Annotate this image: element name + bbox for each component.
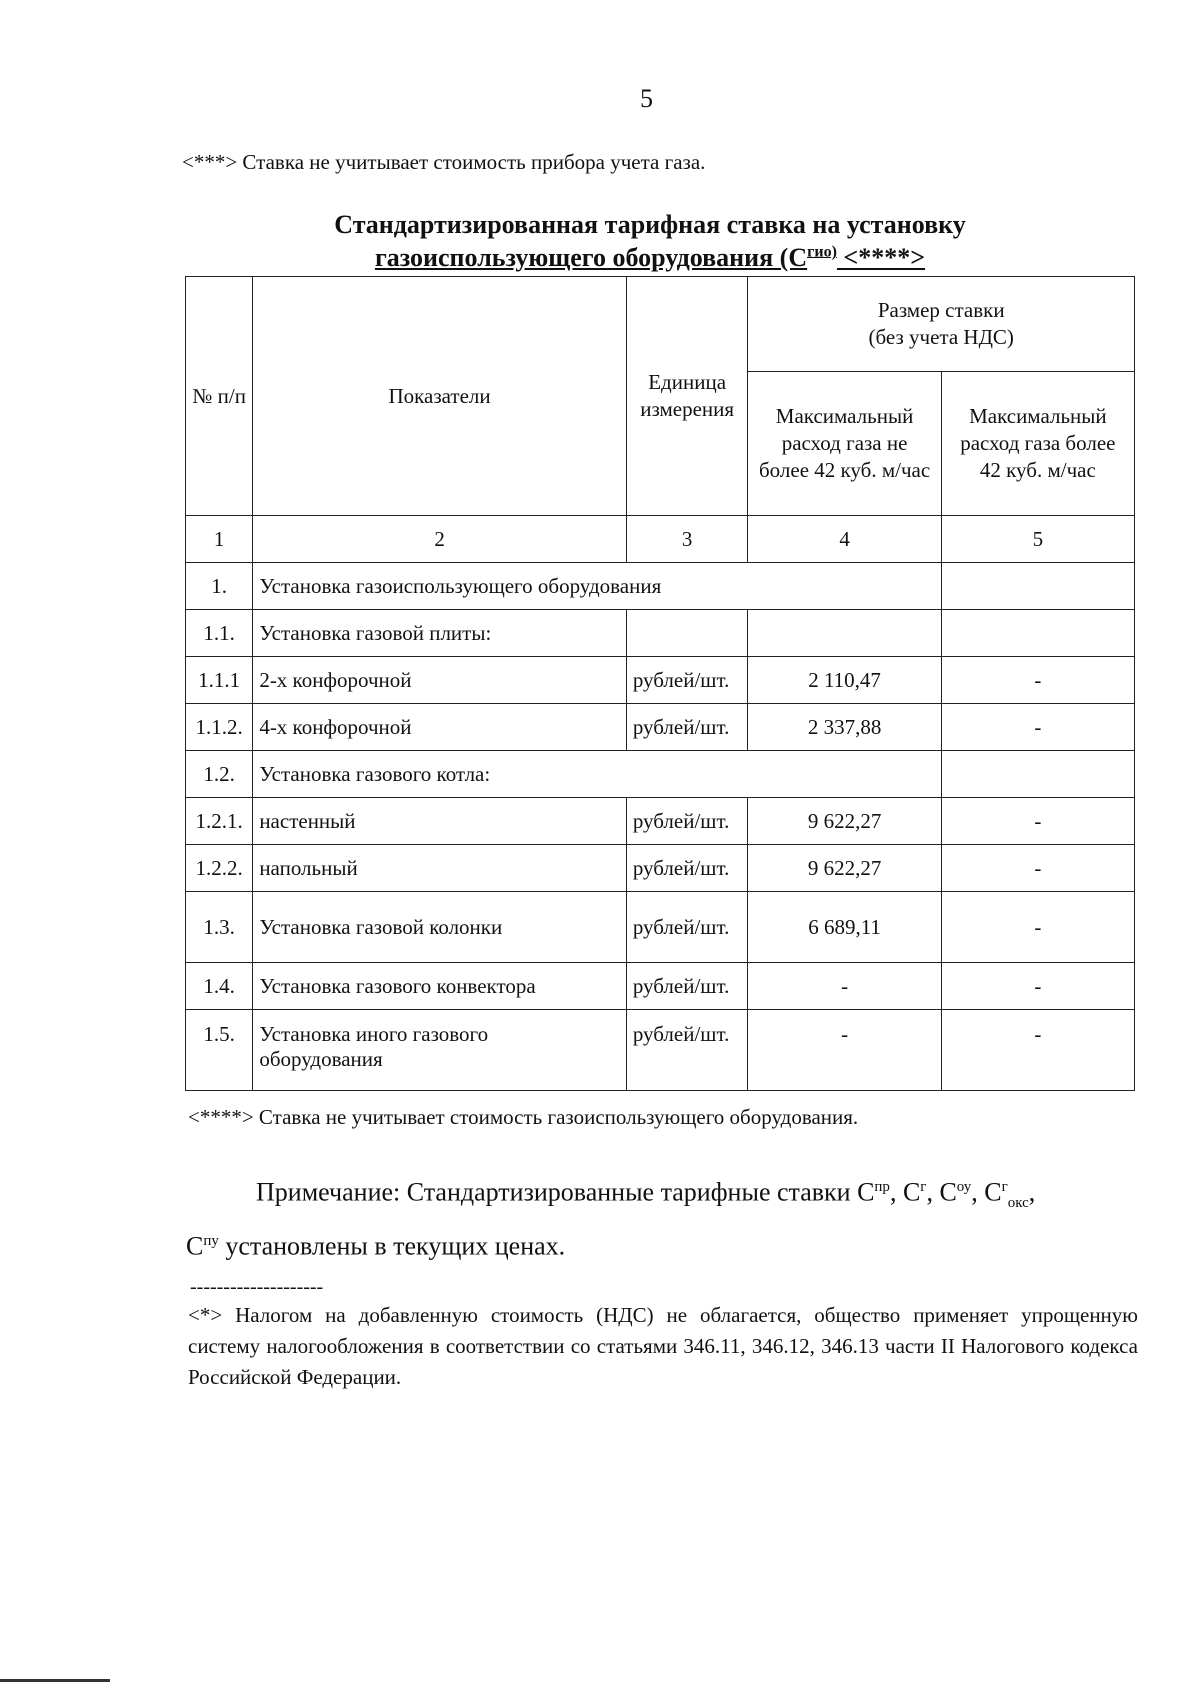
rate-symbol: С <box>186 1231 204 1261</box>
row-v5: - <box>941 657 1134 704</box>
index-cell: 4 <box>748 516 941 563</box>
row-v5: - <box>941 1010 1134 1091</box>
row-unit: рублей/шт. <box>626 892 748 963</box>
remark-suffix: установлены в текущих ценах. <box>218 1231 566 1261</box>
header-rate-group-line2: (без учета НДС) <box>868 325 1014 349</box>
note-equipment-cost: <****> Ставка не учитывает стоимость газоиспользующего оборудования. <box>188 1105 859 1129</box>
index-cell: 5 <box>941 516 1134 563</box>
table-row <box>186 657 1135 704</box>
title-superscript: гио) <box>807 243 837 261</box>
rate-sup-ou: оу <box>956 1179 972 1195</box>
row-unit: рублей/шт. <box>626 963 748 1010</box>
row-name: 2-х конфорочной <box>253 657 627 704</box>
table-row <box>186 563 1135 610</box>
row-v5: - <box>941 845 1134 892</box>
title-line-2-text: газоиспользующего оборудования (С <box>374 243 808 272</box>
row-unit: рублей/шт. <box>626 657 748 704</box>
title-line-2-tail: <****> <box>836 243 926 272</box>
table-row <box>186 610 1135 657</box>
table-row <box>186 845 1135 892</box>
row-unit: рублей/шт. <box>626 845 748 892</box>
row-v5 <box>941 610 1134 657</box>
page-number: 5 <box>640 84 653 113</box>
row-name: Установка иного газового оборудования <box>253 1010 627 1091</box>
header-rate-group <box>748 277 1135 372</box>
row-num: 1.4. <box>186 963 253 1010</box>
header-unit: Единица измерения <box>626 277 748 516</box>
table-row <box>186 751 1135 798</box>
row-name: напольный <box>253 845 627 892</box>
table-row <box>186 963 1135 1010</box>
rate-sup-g: г <box>920 1179 927 1195</box>
row-v5: - <box>941 963 1134 1010</box>
header-rate-group-line1: Размер ставки <box>877 298 1005 322</box>
row-num: 1.2.1. <box>186 798 253 845</box>
footnote-separator: -------------------- <box>190 1276 324 1298</box>
table-header-row-1 <box>186 277 1135 372</box>
note-meter-cost: <***> Ставка не учитывает стоимость прибора учета газа. <box>182 150 706 174</box>
row-v4: 9 622,27 <box>748 845 941 892</box>
table-row <box>186 704 1135 751</box>
tariff-table <box>185 276 1135 1091</box>
table-title <box>250 208 1050 274</box>
row-v5 <box>941 563 1134 610</box>
row-v4 <box>748 610 941 657</box>
row-v4: - <box>748 963 941 1010</box>
row-name: настенный <box>253 798 627 845</box>
title-line-1: Стандартизированная тарифная ставка на установку <box>334 210 966 239</box>
rate-sup-pr: пр <box>874 1179 890 1195</box>
table-row <box>186 892 1135 963</box>
row-v5 <box>941 751 1134 798</box>
index-cell: 1 <box>186 516 253 563</box>
remark-prefix: Примечание: Стандартизированные тарифные ставки <box>256 1177 858 1207</box>
row-name: Установка газовой плиты: <box>253 610 627 657</box>
rate-sup-g2: г <box>1001 1179 1008 1195</box>
rate-sub-oks: окс <box>1007 1194 1029 1211</box>
row-num: 1.2. <box>186 751 253 798</box>
header-col5: Максимальный расход газа более 42 куб. м/час <box>941 372 1134 516</box>
row-v5: - <box>941 892 1134 963</box>
header-col4: Максимальный расход газа не более 42 куб. м/час <box>748 372 941 516</box>
row-name: 4-х конфорочной <box>253 704 627 751</box>
row-num: 1.1.1 <box>186 657 253 704</box>
row-v5: - <box>941 798 1134 845</box>
table-index-row <box>186 516 1135 563</box>
row-v4: - <box>748 1010 941 1091</box>
row-v4: 2 337,88 <box>748 704 941 751</box>
row-name: Установка газового котла: <box>253 751 941 798</box>
row-num: 1.3. <box>186 892 253 963</box>
row-v4: 6 689,11 <box>748 892 941 963</box>
row-num: 1.5. <box>186 1010 253 1091</box>
index-cell: 3 <box>626 516 748 563</box>
header-name: Показатели <box>253 277 627 516</box>
rate-symbol: С <box>902 1177 921 1207</box>
rate-symbol: С <box>984 1177 1002 1207</box>
table-row <box>186 1010 1135 1091</box>
rate-sup-pu: пу <box>203 1232 219 1249</box>
header-num: № п/п <box>186 277 253 516</box>
rate-symbol: С <box>857 1177 875 1207</box>
remark-paragraph: Примечание: Стандартизированные тарифные ставки $С^{пр}$, $С^г$, $С^{оу}$, $С^г_{окс}$, $С^{пу}$ установлены в текущих ценах. <box>186 1177 1036 1261</box>
row-num: 1.2.2. <box>186 845 253 892</box>
scan-edge-mark <box>0 1679 110 1682</box>
index-cell: 2 <box>253 516 627 563</box>
row-num: 1.1.2. <box>186 704 253 751</box>
row-v5: - <box>941 704 1134 751</box>
footnote-vat: <*> Налогом на добавленную стоимость (НДС) не облагается, общество применяет упрощенную систему налогообложения в соответствии со статьями 346.11, 346.12, 346.13 части II Налогового кодекса Российской Федерации. <box>188 1303 1138 1389</box>
row-v4: 9 622,27 <box>748 798 941 845</box>
title-line-2 <box>375 241 925 274</box>
row-unit: рублей/шт. <box>626 704 748 751</box>
row-name: Установка газовой колонки <box>253 892 627 963</box>
row-name: Установка газового конвектора <box>253 963 627 1010</box>
row-unit: рублей/шт. <box>626 1010 748 1091</box>
row-num: 1. <box>186 563 253 610</box>
row-num: 1.1. <box>186 610 253 657</box>
row-unit <box>626 610 748 657</box>
row-v4: 2 110,47 <box>748 657 941 704</box>
table-row <box>186 798 1135 845</box>
row-name: Установка газоиспользующего оборудования <box>253 563 941 610</box>
rate-symbol: С <box>939 1177 957 1207</box>
row-unit: рублей/шт. <box>626 798 748 845</box>
